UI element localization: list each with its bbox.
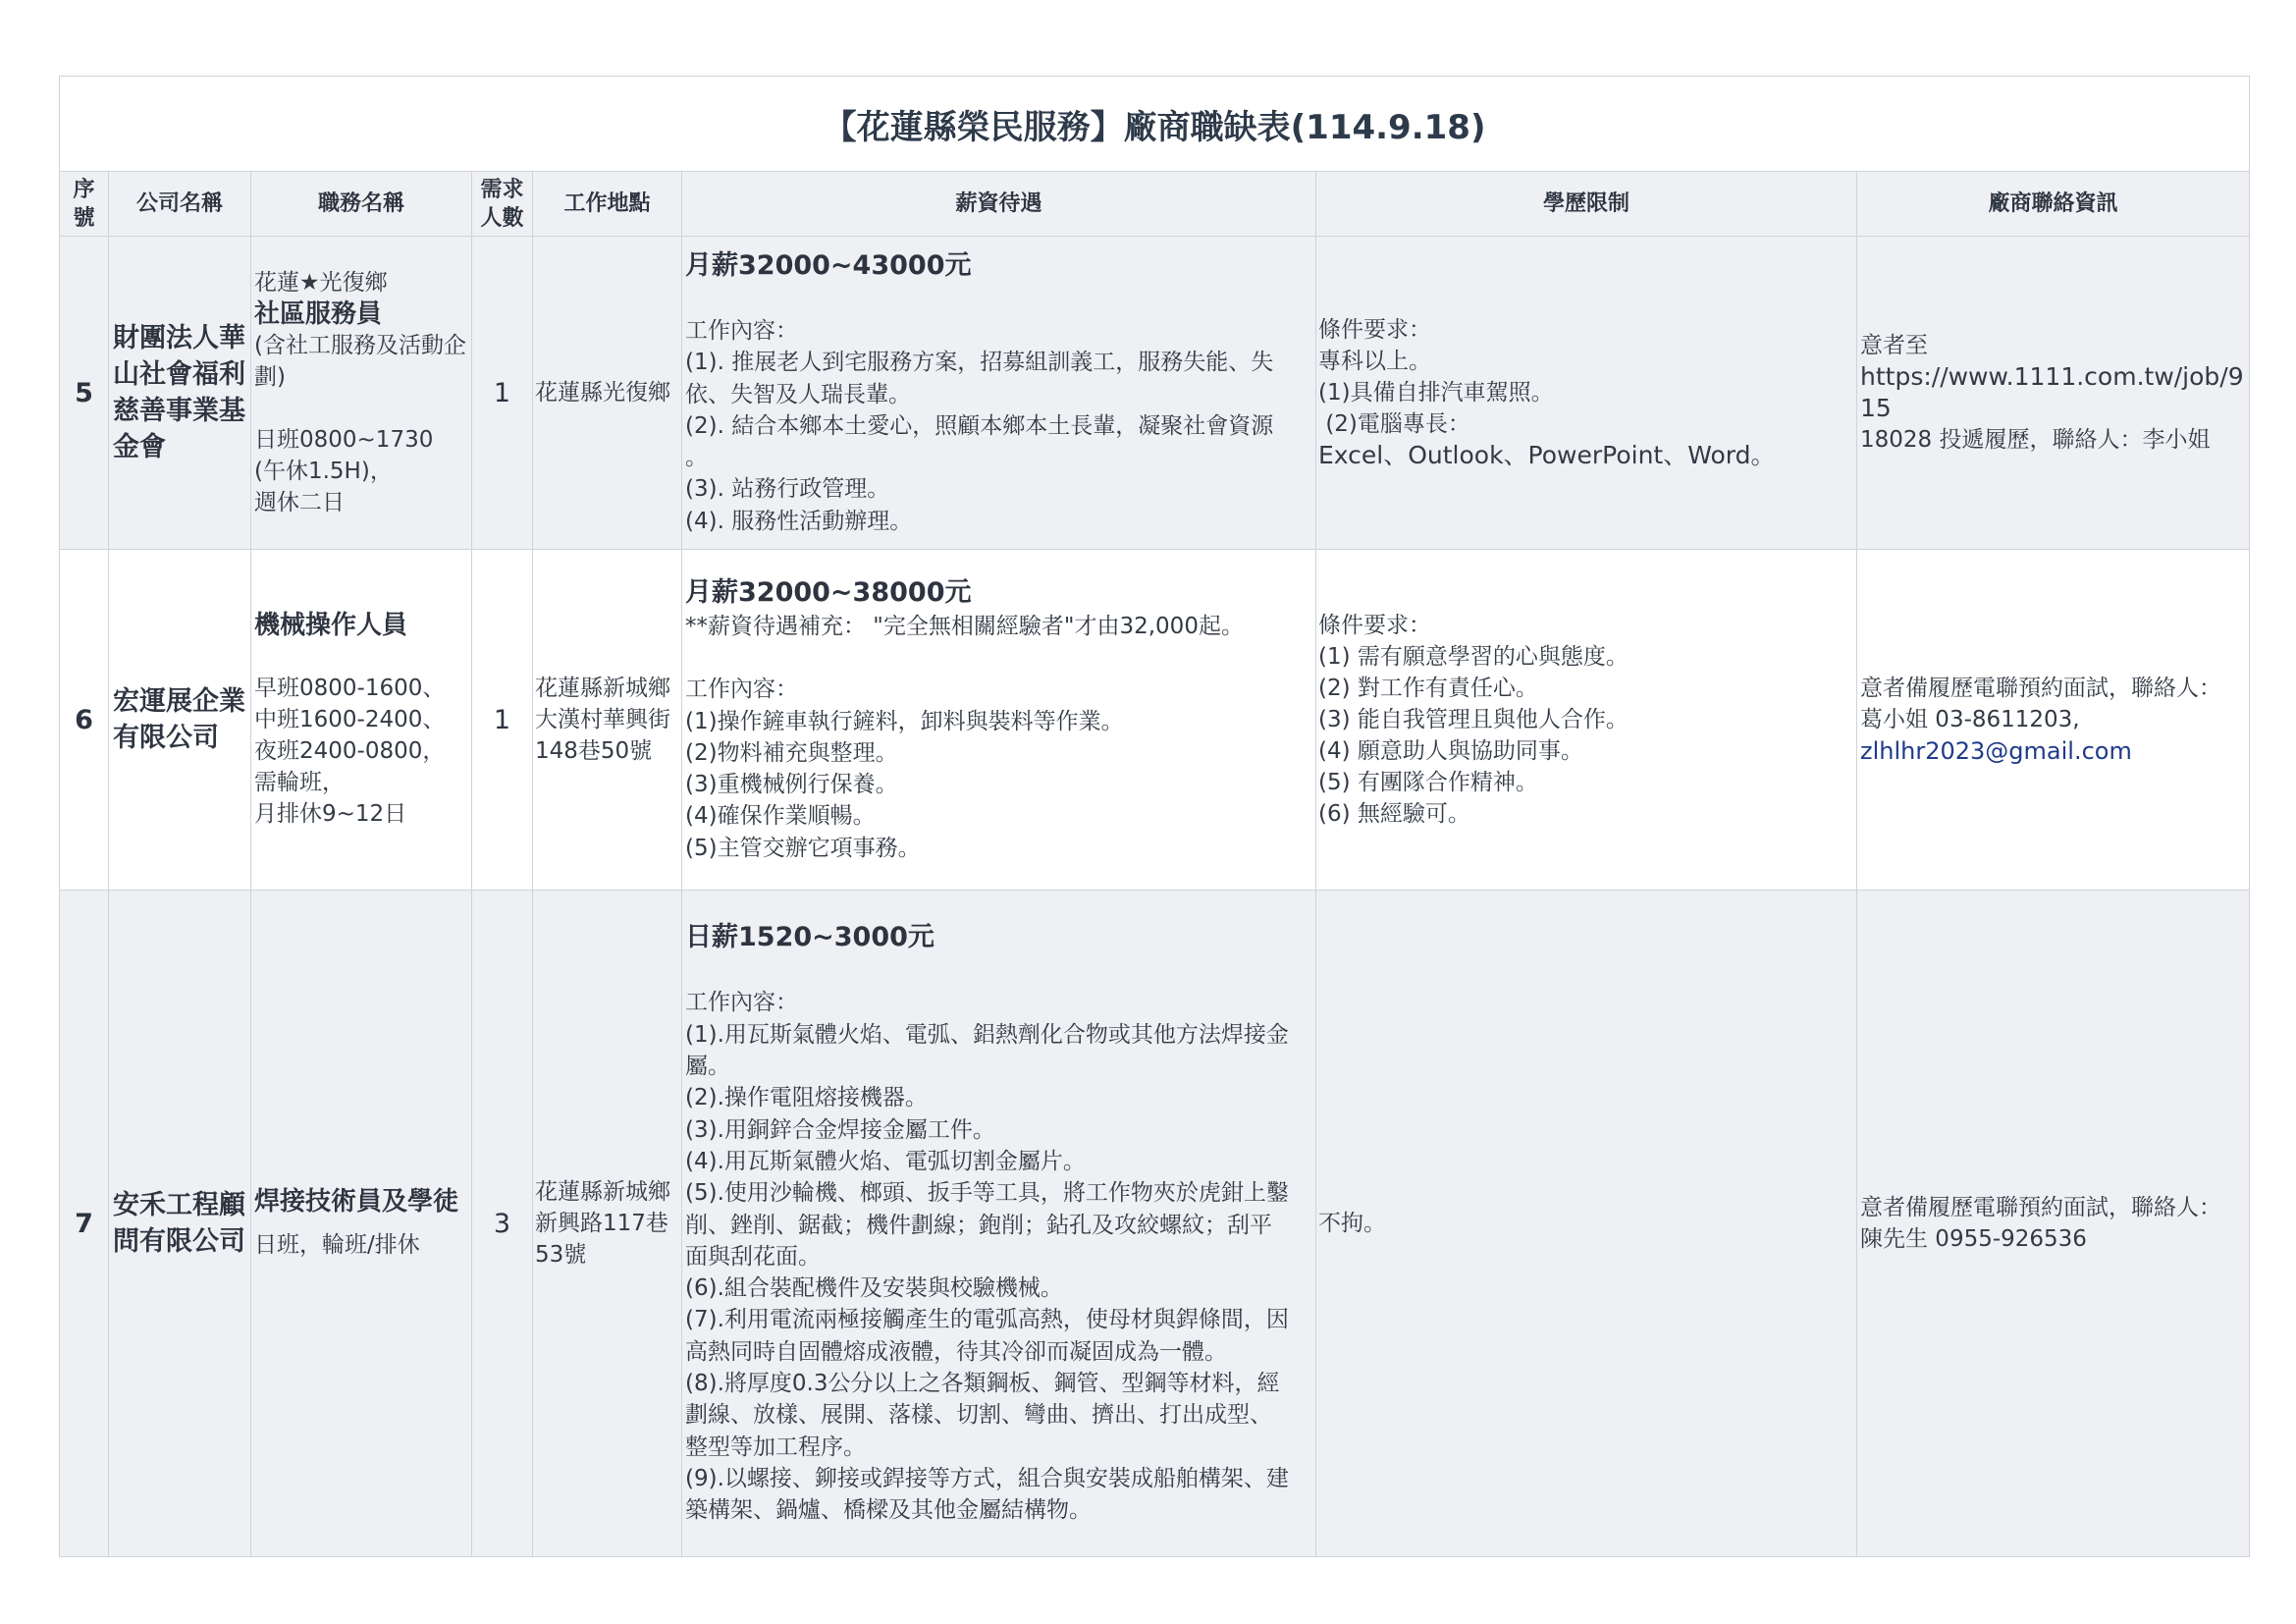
company-name: 安禾工程顧問有限公司 — [109, 891, 251, 1557]
job-cell — [251, 550, 472, 891]
work-location: 花蓮縣光復鄉 — [533, 237, 682, 550]
requirement-line: (6) 無經驗可。 — [1318, 801, 1470, 827]
header-seq: 序 號 — [60, 172, 109, 237]
duty-line: (3). 站務行政管理。 — [685, 476, 890, 503]
requirement-line: Excel、Outlook、PowerPoint、Word。 — [1318, 441, 1776, 469]
education-cell — [1316, 891, 1857, 1557]
job-hours-line: 中班1600-2400、 — [254, 707, 446, 732]
salary-cell — [682, 891, 1316, 1557]
duty-line: (1). 推展老人到宅服務方案，招募組訓義工，服務失能、失 — [685, 350, 1274, 376]
job-hours-line: 需輪班， — [254, 770, 345, 795]
job-hours-line: 月排休9~12日 — [254, 801, 407, 827]
duty-line: 工作內容： — [685, 677, 798, 703]
salary-note: **薪資待遇補充： "完全無相關經驗者"才由32,000起。 — [685, 613, 1244, 639]
duty-line: (8).將厚度0.3公分以上之各類鋼板、鋼管、型鋼等材料，經 — [685, 1371, 1280, 1397]
job-cell — [251, 891, 472, 1557]
duty-line: 。 — [685, 445, 708, 471]
header-education: 學歷限制 — [1316, 172, 1857, 237]
duty-line: 屬。 — [685, 1054, 730, 1080]
job-note: (含社工服務及活動企劃) — [254, 333, 466, 390]
duty-line: (2).操作電阻熔接機器。 — [685, 1085, 928, 1111]
duty-line: (7).利用電流兩極接觸產生的電弧高熱，使母材與銲條間，因 — [685, 1307, 1289, 1333]
duty-line: 高熱同時自固體熔成液體，待其冷卻而凝固成為一體。 — [685, 1338, 1227, 1365]
work-location: 花蓮縣新城鄉新興路117巷53號 — [533, 891, 682, 1557]
requirement-line: (1) 需有願意學習的心與態度。 — [1318, 644, 1629, 670]
contact-cell — [1857, 550, 2250, 891]
duty-line: 築構架、鍋爐、橋樑及其他金屬結構物。 — [685, 1497, 1092, 1524]
requirement-line: 條件要求： — [1318, 317, 1431, 343]
requirement-line: 專科以上。 — [1318, 349, 1431, 374]
table-row — [60, 891, 2250, 1557]
header-company: 公司名稱 — [109, 172, 251, 237]
duty-line: (4).用瓦斯氣體火焰、電弧切割金屬片。 — [685, 1148, 1086, 1174]
job-hours-line: 夜班2400-0800， — [254, 738, 446, 764]
contact-line: 陳先生 0955-926536 — [1860, 1226, 2087, 1252]
headcount: 1 — [472, 550, 533, 891]
table-row — [60, 550, 2250, 891]
contact-cell — [1857, 891, 2250, 1557]
row-seq: 6 — [60, 550, 109, 891]
requirement-line: (2) 對工作有責任心。 — [1318, 676, 1538, 701]
row-seq: 7 — [60, 891, 109, 1557]
requirement-line: 不拘。 — [1318, 1211, 1386, 1236]
duty-line: (1)操作鏟車執行鏟料，卸料與裝料等作業。 — [685, 708, 1124, 734]
contact-email-link[interactable]: zlhlhr2023@gmail.com — [1860, 737, 2132, 765]
duty-line: (5).使用沙輪機、榔頭、扳手等工具，將工作物夾於虎鉗上鑿 — [685, 1180, 1289, 1207]
job-title: 焊接技術員及學徒 — [254, 1187, 459, 1217]
work-location: 花蓮縣新城鄉大漢村華興街148巷50號 — [533, 550, 682, 891]
header-location: 工作地點 — [533, 172, 682, 237]
contact-line: 意者備履歷電聯預約面試，聯絡人： — [1860, 676, 2221, 701]
salary-title: 月薪32000~43000元 — [685, 249, 972, 281]
salary-cell — [682, 550, 1316, 891]
duty-line: (4)確保作業順暢。 — [685, 803, 876, 830]
duty-line: 劃線、放樣、展開、落樣、切割、彎曲、擠出、打出成型、 — [685, 1402, 1272, 1429]
salary-title: 月薪32000~38000元 — [685, 576, 972, 608]
job-region: 花蓮★光復鄉 — [254, 270, 388, 296]
headcount: 3 — [472, 891, 533, 1557]
job-vacancy-table — [59, 76, 2250, 1557]
header-job: 職務名稱 — [251, 172, 472, 237]
duty-line: (5)主管交辦它項事務。 — [685, 835, 921, 861]
contact-url[interactable]: https://www.1111.com.tw/job/915 — [1860, 362, 2244, 422]
header-salary: 薪資待遇 — [682, 172, 1316, 237]
job-hours-line: 日班，輪班/排休 — [254, 1232, 420, 1258]
job-hours-line: (午休1.5H)， — [254, 459, 393, 484]
duty-line: (2). 結合本鄉本土愛心，照顧本鄉本土長輩，凝聚社會資源 — [685, 412, 1274, 439]
duty-line: 面與刮花面。 — [685, 1243, 821, 1270]
header-contact: 廠商聯絡資訊 — [1857, 172, 2250, 237]
duty-line: (4). 服務性活動辦理。 — [685, 508, 913, 534]
duty-line: (9).以螺接、鉚接或銲接等方式，組合與安裝成船舶構架、建 — [685, 1465, 1289, 1491]
header-count: 需求 人數 — [472, 172, 533, 237]
job-hours-line: 早班0800-1600、 — [254, 676, 446, 701]
duty-line: 削、銼削、鋸截；機件劃線；鉋削；鉆孔及攻絞螺紋；刮平 — [685, 1212, 1272, 1238]
duty-line: (3).用銅鋅合金焊接金屬工件。 — [685, 1116, 995, 1143]
company-name: 財團法人華山社會福利慈善事業基金會 — [109, 237, 251, 550]
job-hours-line: 週休二日 — [254, 490, 345, 515]
requirement-line: (5) 有團隊合作精神。 — [1318, 770, 1538, 795]
duty-line: 整型等加工程序。 — [685, 1434, 866, 1460]
row-seq: 5 — [60, 237, 109, 550]
salary-title: 日薪1520~3000元 — [685, 922, 934, 953]
education-cell — [1316, 237, 1857, 550]
duty-line: (2)物料補充與整理。 — [685, 739, 898, 766]
education-cell — [1316, 550, 1857, 891]
duty-line: (1).用瓦斯氣體火焰、電弧、鋁熱劑化合物或其他方法焊接金 — [685, 1021, 1289, 1048]
requirement-line: (3) 能自我管理且與他人合作。 — [1318, 707, 1629, 732]
job-title: 社區服務員 — [254, 299, 383, 329]
job-title: 機械操作人員 — [254, 611, 408, 640]
table-row — [60, 237, 2250, 550]
requirement-line: (1)具備自排汽車駕照。 — [1318, 380, 1554, 406]
duty-line: 工作內容： — [685, 990, 798, 1016]
job-cell — [251, 237, 472, 550]
contact-line: 意者備履歷電聯預約面試，聯絡人： — [1860, 1195, 2221, 1220]
requirement-line: (4) 願意助人與協助同事。 — [1318, 738, 1583, 764]
salary-cell — [682, 237, 1316, 550]
headcount: 1 — [472, 237, 533, 550]
page-title: 【花蓮縣榮民服務】廠商職缺表(114.9.18) — [60, 77, 2250, 172]
duty-line: (6).組合裝配機件及安裝與校驗機械。 — [685, 1275, 1063, 1302]
duty-line: (3)重機械例行保養。 — [685, 772, 898, 798]
header-row — [60, 172, 2250, 237]
contact-line: 意者至 — [1860, 333, 1928, 358]
requirement-line: 條件要求： — [1318, 613, 1431, 638]
contact-line: 葛小姐 03-8611203, — [1860, 707, 2080, 732]
duty-line: 工作內容： — [685, 317, 798, 344]
job-hours-line: 日班0800~1730 — [254, 427, 434, 453]
requirement-line: (2)電腦專長： — [1318, 411, 1470, 437]
contact-line: 18028 投遞履歷，聯絡人：李小姐 — [1860, 427, 2211, 453]
duty-line: 依、失智及人瑞長輩。 — [685, 381, 911, 407]
contact-cell — [1857, 237, 2250, 550]
company-name: 宏運展企業有限公司 — [109, 550, 251, 891]
